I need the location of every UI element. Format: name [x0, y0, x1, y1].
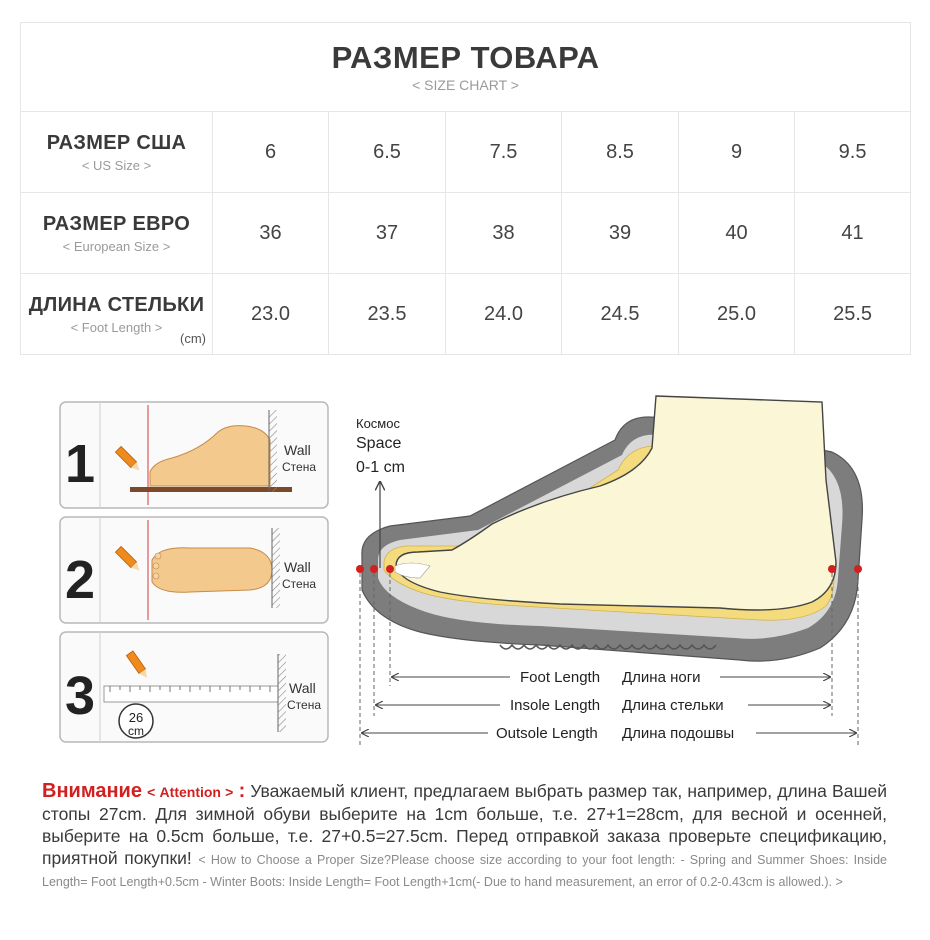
us-size-row [21, 112, 911, 193]
size-cell: 39 [562, 193, 679, 274]
step-1-wall-en: Wall [284, 442, 311, 458]
foot-top-icon [152, 548, 272, 593]
foot-length-header [21, 274, 213, 355]
size-cell: 24.0 [446, 274, 562, 355]
size-cell: 38 [446, 193, 562, 274]
space-range: 0-1 cm [356, 459, 405, 476]
foot-length-unit: (cm) [180, 331, 206, 346]
attention-note [42, 780, 887, 891]
measure-point [370, 565, 378, 573]
step-3-wall-en: Wall [289, 680, 316, 696]
eu-size-row [21, 193, 911, 274]
size-cell: 9.5 [795, 112, 911, 193]
size-cell: 23.0 [213, 274, 329, 355]
size-cell: 24.5 [562, 274, 679, 355]
size-chart-title-cell [21, 23, 911, 112]
step-3-wall-ru: Стена [287, 698, 322, 712]
size-cell: 8.5 [562, 112, 679, 193]
size-cell: 25.5 [795, 274, 911, 355]
step-2-number: 2 [64, 550, 96, 610]
us-size-label: РАЗМЕР США [46, 131, 187, 154]
size-chart-title-row [21, 23, 911, 112]
step-3-ruler-unit: cm [128, 724, 144, 738]
step-3-panel [60, 632, 328, 742]
wall-icon [269, 410, 277, 492]
measure-point [854, 565, 862, 573]
space-label-ru: Космос [356, 416, 400, 431]
attention-text: Уважаемый клиент, предлагаем выбрать размер так, например, длина Вашей стопы 27cm. Для зимной обуви выберите на 1cm больше, т.е. 27+1=28cm, для весной и осенней, выберите на 0.5cm больше, т.е. 27+0.5=27.5cm. Перед отправкой заказа проверьте спецификацию, приятной покупки! [42, 781, 887, 868]
measure-point [356, 565, 364, 573]
measurement-diagram [0, 385, 930, 765]
size-chart-table [20, 22, 911, 355]
size-cell: 6.5 [329, 112, 446, 193]
step-2-wall-en: Wall [284, 559, 311, 575]
foot-shape [396, 396, 836, 610]
size-cell: 6 [213, 112, 329, 193]
insole-length-ru: Длина стельки [622, 697, 724, 714]
page-title: РАЗМЕР ТОВАРА [331, 40, 600, 75]
size-cell: 25.0 [679, 274, 795, 355]
measure-point [386, 565, 394, 573]
wall-icon [272, 528, 280, 608]
size-cell: 23.5 [329, 274, 446, 355]
us-size-sublabel: < US Size > [81, 157, 152, 173]
attention-colon: : [238, 780, 246, 802]
foot-length-ru: Длина ноги [622, 669, 701, 686]
eu-size-sublabel: < European Size > [62, 238, 171, 254]
step-3-number: 3 [64, 666, 96, 726]
step-3-ruler-value: 26 [128, 710, 144, 725]
step-1-panel [60, 402, 328, 508]
page-subtitle: < SIZE CHART > [412, 77, 519, 93]
outsole-length-ru: Длина подошвы [622, 725, 735, 742]
foot-length-row [21, 274, 911, 355]
attention-english-text: < How to Choose a Proper Size?Please choose size according to your foot length: - Spring and Summer Shoes: Inside Length= Foot Length+0.5cm - Winter Boots: Inside Length= Foot Length+1cm(- Due to hand measurement, an error of 0.2-0.43cm is allowed.). > [42, 853, 887, 889]
eu-size-label: РАЗМЕР ЕВРО [42, 212, 191, 235]
foot-length-sublabel: < Foot Length > [70, 319, 163, 335]
step-2-panel [60, 517, 328, 623]
insole-length-en: Insole Length [510, 697, 601, 714]
size-cell: 40 [679, 193, 795, 274]
size-cell: 37 [329, 193, 446, 274]
size-cell: 7.5 [446, 112, 562, 193]
foot-length-en: Foot Length [520, 669, 601, 686]
attention-paragraph [42, 780, 887, 891]
attention-title: Внимание [42, 780, 142, 802]
space-label-en: Space [356, 435, 402, 452]
step-1-wall-ru: Стена [282, 460, 317, 474]
shoe-diagram [356, 396, 862, 745]
wall-icon [278, 654, 286, 732]
size-cell: 9 [679, 112, 795, 193]
measure-point [828, 565, 836, 573]
attention-subtitle: < Attention > [147, 784, 234, 800]
eu-size-header [21, 193, 213, 274]
us-size-header [21, 112, 213, 193]
foot-length-label: ДЛИНА СТЕЛЬКИ [28, 293, 205, 316]
step-1-number: 1 [64, 434, 96, 494]
size-cell: 41 [795, 193, 911, 274]
step-2-wall-ru: Стена [282, 577, 317, 591]
size-cell: 36 [213, 193, 329, 274]
outsole-length-en: Outsole Length [496, 725, 598, 742]
